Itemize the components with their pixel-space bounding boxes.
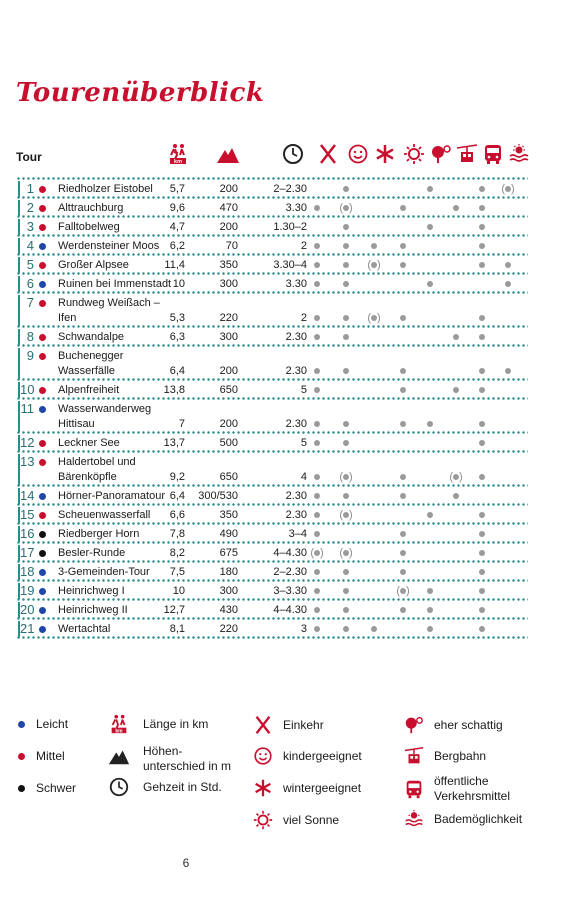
tour-duration: 2.30 <box>285 490 307 502</box>
tour-elevation: 70 <box>225 240 238 252</box>
row-separator <box>16 579 528 582</box>
feature-dot-baden <box>498 259 518 271</box>
feature-dot-kinder <box>336 566 356 578</box>
feature-dot-oepnv <box>472 365 492 377</box>
tour-elevation: 650 <box>219 384 238 396</box>
feature-dot-baden <box>498 365 518 377</box>
page-title: Tourenüberblick <box>16 78 265 108</box>
legend-winter: wintergeeignet <box>283 781 362 795</box>
smiley-icon <box>346 143 370 165</box>
fork-knife-icon <box>316 143 340 165</box>
tour-length: 10 <box>172 585 185 597</box>
difficulty-dot-leicht <box>39 569 46 576</box>
feature-dot-oepnv <box>472 183 492 195</box>
clock-icon <box>281 143 305 165</box>
tour-length: 9,2 <box>169 471 185 483</box>
tour-name: Heinrichweg II <box>58 604 128 616</box>
tour-number: 3 <box>26 219 34 234</box>
tour-number: 9 <box>26 348 34 363</box>
feature-dot-sonne <box>393 240 413 252</box>
feature-dot-einkehr <box>307 331 327 343</box>
legend-gehzeit: Gehzeit in Std. <box>143 780 222 794</box>
feature-dot-schattig <box>420 221 440 233</box>
tour-length: 10 <box>172 278 185 290</box>
svg-text:km: km <box>174 159 182 165</box>
tour-duration: 2.30 <box>285 509 307 521</box>
sun-icon <box>402 143 426 165</box>
difficulty-dot-mittel <box>39 334 46 341</box>
tour-name: Scheuenwasserfall <box>58 509 151 521</box>
feature-dot-einkehr <box>307 471 327 483</box>
difficulty-dot-leicht <box>39 626 46 633</box>
legend-einkehr: Einkehr <box>283 718 324 732</box>
feature-dot-einkehr <box>307 509 327 521</box>
feature-dot-kinder <box>336 623 356 635</box>
legend-leicht: Leicht <box>36 717 69 731</box>
tour-duration: 4–4.30 <box>273 547 307 559</box>
tour-length: 7,5 <box>169 566 185 578</box>
tour-name: Besler-Runde <box>58 547 126 559</box>
feature-dot-oepnv <box>472 202 492 214</box>
feature-dot-oepnv <box>472 509 492 521</box>
tour-name: Wasserfälle <box>58 365 116 377</box>
tour-duration: 3–4 <box>288 528 307 540</box>
difficulty-dot-leicht <box>39 493 46 500</box>
feature-dot-winter <box>364 623 384 635</box>
feature-dot-baden: ( ) <box>501 183 515 195</box>
tour-number: 10 <box>20 382 35 397</box>
tour-elevation: 200 <box>219 221 238 233</box>
difficulty-dot-mittel <box>39 224 46 231</box>
legend-dot-mittel <box>18 753 25 760</box>
tour-number: 8 <box>26 329 34 344</box>
feature-dot-kinder <box>336 331 356 343</box>
row-separator <box>16 344 528 347</box>
tour-elevation: 200 <box>219 183 238 195</box>
feature-dot-winter: ( ) <box>367 312 381 324</box>
tour-number: 5 <box>26 257 34 272</box>
feature-dot-bergbahn <box>446 384 466 396</box>
feature-dot-kinder <box>336 585 356 597</box>
feature-dot-schattig <box>420 183 440 195</box>
tour-duration: 2 <box>300 312 307 324</box>
feature-dot-kinder <box>336 490 356 502</box>
feature-dot-baden <box>498 278 518 290</box>
tour-length: 6,4 <box>169 490 185 502</box>
feature-dot-einkehr <box>307 604 327 616</box>
tour-length: 7,8 <box>169 528 185 540</box>
feature-dot-kinder <box>336 278 356 290</box>
tour-duration: 3.30 <box>285 202 307 214</box>
feature-dot-bergbahn: ( ) <box>449 471 463 483</box>
row-separator <box>16 636 528 639</box>
legend-hiker-km-icon <box>108 713 130 735</box>
tour-duration: 2.30 <box>285 418 307 430</box>
cable-car-icon <box>455 143 479 165</box>
tour-name: Alpenfreiheit <box>58 384 120 396</box>
row-separator <box>16 272 528 275</box>
row-separator <box>16 503 528 506</box>
legend-cable-car-icon <box>403 745 425 767</box>
difficulty-dot-mittel <box>39 300 46 307</box>
tour-elevation: 300/530 <box>198 490 238 502</box>
difficulty-dot-leicht <box>39 243 46 250</box>
difficulty-dot-mittel <box>39 387 46 394</box>
legend-laenge: Länge in km <box>143 717 209 731</box>
feature-dot-einkehr <box>307 384 327 396</box>
feature-dot-einkehr <box>307 585 327 597</box>
difficulty-dot-schwer <box>39 550 46 557</box>
feature-dot-kinder <box>336 221 356 233</box>
legend-snowflake-icon <box>252 777 274 799</box>
tour-name: Wasserwanderweg <box>58 403 152 415</box>
tour-elevation: 490 <box>219 528 238 540</box>
tour-elevation: 300 <box>219 331 238 343</box>
feature-dot-bergbahn <box>446 490 466 502</box>
feature-dot-oepnv <box>472 623 492 635</box>
tour-number: 2 <box>26 200 34 215</box>
tour-number: 12 <box>20 435 35 450</box>
feature-dot-kinder <box>336 259 356 271</box>
feature-dot-kinder <box>336 365 356 377</box>
row-separator <box>16 325 528 328</box>
page-number: 6 <box>182 856 190 870</box>
legend-schwer: Schwer <box>36 781 77 795</box>
feature-dot-sonne <box>393 471 413 483</box>
tour-name: Heinrichweg I <box>58 585 125 597</box>
row-separator <box>16 253 528 256</box>
legend-dot-schwer <box>18 785 25 792</box>
row-separator <box>16 378 528 381</box>
tour-elevation: 200 <box>219 418 238 430</box>
feature-dot-sonne <box>393 528 413 540</box>
feature-dot-winter: ( ) <box>367 259 381 271</box>
feature-dot-schattig <box>420 623 440 635</box>
tour-number: 4 <box>26 238 34 253</box>
difficulty-dot-mittel <box>39 186 46 193</box>
feature-dot-kinder <box>336 240 356 252</box>
legend-oepnv-1: öffentliche <box>434 774 489 788</box>
tour-length: 4,7 <box>169 221 185 233</box>
row-separator <box>16 598 528 601</box>
feature-dot-schattig <box>420 585 440 597</box>
difficulty-dot-schwer <box>39 531 46 538</box>
feature-dot-einkehr <box>307 623 327 635</box>
tour-elevation: 180 <box>219 566 238 578</box>
feature-dot-schattig <box>420 604 440 616</box>
feature-dot-einkehr <box>307 365 327 377</box>
tour-elevation: 220 <box>219 623 238 635</box>
tour-elevation: 300 <box>219 278 238 290</box>
feature-dot-oepnv <box>472 331 492 343</box>
tour-elevation: 200 <box>219 365 238 377</box>
row-separator <box>16 431 528 434</box>
tour-length: 9,6 <box>169 202 185 214</box>
bathing-icon <box>507 143 531 165</box>
tour-length: 7 <box>178 418 185 430</box>
difficulty-dot-mittel <box>39 262 46 269</box>
tour-name: Falltobelweg <box>58 221 120 233</box>
tour-number: 1 <box>26 181 34 196</box>
feature-dot-sonne <box>393 418 413 430</box>
tour-name: Bärenköpfle <box>58 471 117 483</box>
legend-dot-leicht <box>18 721 25 728</box>
feature-dot-kinder: ( ) <box>339 509 353 521</box>
legend-schattig: eher schattig <box>434 718 503 732</box>
header-tour: Tour <box>16 150 42 164</box>
tour-duration: 3.30–4 <box>273 259 307 271</box>
tour-duration: 4 <box>300 471 307 483</box>
row-separator <box>16 484 528 487</box>
tour-length: 11,4 <box>164 259 185 271</box>
legend-sonne: viel Sonne <box>283 813 340 827</box>
feature-dot-einkehr <box>307 259 327 271</box>
tour-name: Großer Alpsee <box>58 259 129 271</box>
tour-name: Alttrauchburg <box>58 202 124 214</box>
difficulty-dot-mittel <box>39 512 46 519</box>
tour-elevation: 430 <box>219 604 238 616</box>
feature-dot-kinder <box>336 437 356 449</box>
legend-sun-icon <box>252 809 274 831</box>
tour-duration: 3–3.30 <box>273 585 307 597</box>
tour-number: 18 <box>20 564 35 579</box>
feature-dot-bergbahn <box>446 202 466 214</box>
feature-dot-kinder <box>336 418 356 430</box>
feature-dot-winter <box>364 240 384 252</box>
tour-elevation: 350 <box>219 259 238 271</box>
row-separator <box>16 541 528 544</box>
feature-dot-schattig <box>420 278 440 290</box>
row-separator <box>16 560 528 563</box>
tour-length: 12,7 <box>163 604 185 616</box>
feature-dot-oepnv <box>472 259 492 271</box>
difficulty-dot-leicht <box>39 406 46 413</box>
legend-oepnv-2: Verkehrsmittel <box>434 789 511 803</box>
tour-elevation: 650 <box>219 471 238 483</box>
tour-length: 8,2 <box>169 547 185 559</box>
feature-dot-kinder <box>336 312 356 324</box>
feature-dot-einkehr <box>307 312 327 324</box>
row-separator <box>16 291 528 294</box>
shade-tree-icon <box>429 143 453 165</box>
tour-name: Schwandalpe <box>58 331 125 343</box>
legend-smiley-icon <box>252 745 274 767</box>
feature-dot-einkehr <box>307 202 327 214</box>
legend-hoehe-1: Höhen- <box>143 744 183 758</box>
feature-dot-einkehr <box>307 418 327 430</box>
legend-clock-icon <box>108 776 130 798</box>
feature-dot-schattig <box>420 418 440 430</box>
tour-name: Rundweg Weißach – <box>58 297 160 309</box>
tour-name: Werdensteiner Moos <box>58 240 160 252</box>
feature-dot-einkehr <box>307 490 327 502</box>
tour-name: Haldertobel und <box>58 456 136 468</box>
feature-dot-sonne <box>393 312 413 324</box>
feature-dot-kinder: ( ) <box>339 471 353 483</box>
feature-dot-bergbahn <box>446 331 466 343</box>
tour-length: 5,3 <box>169 312 185 324</box>
feature-dot-einkehr <box>307 278 327 290</box>
legend-fork-knife-icon <box>252 714 274 736</box>
feature-dot-sonne <box>393 384 413 396</box>
difficulty-dot-leicht <box>39 281 46 288</box>
legend-bergbahn: Bergbahn <box>434 749 487 763</box>
tour-name: 3-Gemeinden-Tour <box>58 566 150 578</box>
tour-name: Ruinen bei Immenstadt <box>58 278 172 290</box>
feature-dot-sonne <box>393 202 413 214</box>
row-separator <box>16 522 528 525</box>
tour-length: 6,6 <box>169 509 185 521</box>
tour-number: 13 <box>20 454 35 469</box>
feature-dot-oepnv <box>472 418 492 430</box>
feature-dot-kinder <box>336 183 356 195</box>
tour-duration: 2.30 <box>285 331 307 343</box>
tour-length: 6,2 <box>169 240 185 252</box>
tour-duration: 5 <box>300 384 307 396</box>
feature-dot-einkehr <box>307 566 327 578</box>
feature-dot-einkehr <box>307 240 327 252</box>
tour-elevation: 300 <box>219 585 238 597</box>
difficulty-dot-leicht <box>39 607 46 614</box>
tour-length: 8,1 <box>169 623 185 635</box>
feature-dot-sonne <box>393 365 413 377</box>
tour-duration: 2–2.30 <box>273 183 307 195</box>
tour-duration: 2 <box>300 240 307 252</box>
feature-dot-sonne: ( ) <box>396 585 410 597</box>
tour-name: Riedberger Horn <box>58 528 140 540</box>
tour-elevation: 470 <box>219 202 238 214</box>
tour-elevation: 220 <box>219 312 238 324</box>
feature-dot-oepnv <box>472 221 492 233</box>
feature-dot-sonne <box>393 566 413 578</box>
tour-elevation: 500 <box>219 437 238 449</box>
difficulty-dot-mittel <box>39 353 46 360</box>
feature-dot-oepnv <box>472 384 492 396</box>
tour-name: Ifen <box>58 312 77 324</box>
hiker-km-icon <box>166 143 190 165</box>
tour-name: Hittisau <box>58 418 95 430</box>
feature-dot-einkehr: ( ) <box>310 547 324 559</box>
difficulty-dot-mittel <box>39 205 46 212</box>
row-separator <box>16 617 528 620</box>
tour-duration: 3.30 <box>285 278 307 290</box>
tour-name: Riedholzer Eistobel <box>58 183 153 195</box>
legend-baden: Bademöglichkeit <box>434 812 523 826</box>
tour-length: 5,7 <box>169 183 185 195</box>
row-separator <box>16 234 528 237</box>
row-separator <box>16 397 528 400</box>
tour-name: Hörner-Panoramatour <box>58 490 165 502</box>
svg-text:km: km <box>115 728 123 735</box>
tour-name: Leckner See <box>58 437 120 449</box>
legend-mountain-icon <box>108 745 130 767</box>
feature-dot-kinder <box>336 604 356 616</box>
feature-dot-kinder: ( ) <box>339 547 353 559</box>
tour-duration: 4–4.30 <box>273 604 307 616</box>
feature-dot-kinder: ( ) <box>339 202 353 214</box>
feature-dot-sonne <box>393 259 413 271</box>
feature-dot-sonne <box>393 490 413 502</box>
tour-number: 20 <box>20 602 35 617</box>
legend-bus-icon <box>403 778 425 800</box>
tour-number: 17 <box>20 545 35 560</box>
tour-name: Buchenegger <box>58 350 124 362</box>
tour-elevation: 675 <box>219 547 238 559</box>
feature-dot-einkehr <box>307 437 327 449</box>
feature-dot-oepnv <box>472 437 492 449</box>
feature-dot-schattig <box>420 509 440 521</box>
feature-dot-sonne <box>393 604 413 616</box>
row-separator <box>16 196 528 199</box>
tour-number: 11 <box>20 401 34 416</box>
mountain-icon <box>216 143 240 165</box>
tour-duration: 3 <box>300 623 307 635</box>
bus-icon <box>481 143 505 165</box>
feature-dot-oepnv <box>472 312 492 324</box>
tour-duration: 2–2.30 <box>273 566 307 578</box>
legend-kinder: kindergeeignet <box>283 749 362 763</box>
feature-dot-oepnv <box>472 240 492 252</box>
snowflake-icon <box>373 143 397 165</box>
legend-mittel: Mittel <box>36 749 65 763</box>
difficulty-dot-leicht <box>39 588 46 595</box>
legend-bathing-icon <box>403 808 425 830</box>
row-separator <box>16 215 528 218</box>
tour-name: Wertachtal <box>58 623 111 635</box>
tour-number: 21 <box>20 621 35 636</box>
tour-number: 19 <box>20 583 35 598</box>
feature-dot-oepnv <box>472 604 492 616</box>
tour-number: 6 <box>26 276 34 291</box>
tour-duration: 5 <box>300 437 307 449</box>
row-separator <box>16 450 528 453</box>
feature-dot-oepnv <box>472 547 492 559</box>
tour-length: 6,4 <box>169 365 185 377</box>
feature-dot-oepnv <box>472 566 492 578</box>
feature-dot-einkehr <box>307 528 327 540</box>
tour-length: 13,7 <box>163 437 185 449</box>
feature-dot-oepnv <box>472 585 492 597</box>
legend-hoehe-2: unterschied in m <box>143 759 232 773</box>
difficulty-dot-mittel <box>39 459 46 466</box>
tour-duration: 2.30 <box>285 365 307 377</box>
tour-number: 14 <box>20 488 35 503</box>
row-separator <box>16 177 528 180</box>
difficulty-dot-mittel <box>39 440 46 447</box>
tour-length: 6,3 <box>169 331 185 343</box>
feature-dot-oepnv <box>472 471 492 483</box>
tour-number: 7 <box>26 295 34 310</box>
tour-number: 15 <box>20 507 35 522</box>
feature-dot-oepnv <box>472 528 492 540</box>
legend-shade-tree-icon <box>403 714 425 736</box>
tour-elevation: 350 <box>219 509 238 521</box>
tour-duration: 1.30–2 <box>273 221 307 233</box>
tour-length: 13,8 <box>163 384 185 396</box>
tour-number: 16 <box>20 526 35 541</box>
feature-dot-sonne <box>393 547 413 559</box>
